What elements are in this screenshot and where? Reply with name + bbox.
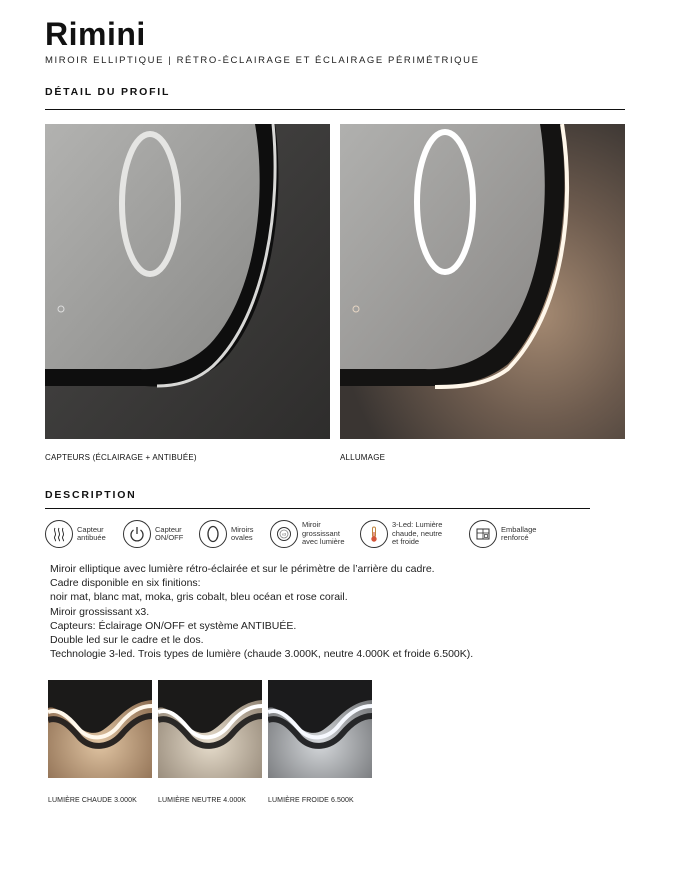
description-line: Miroir grossissant x3.: [50, 605, 150, 618]
lighting-photo-caption: ALLUMAGE: [340, 453, 386, 462]
warm-light-caption: LUMIÈRE CHAUDE 3.000K: [48, 797, 137, 804]
neutral-light-caption: LUMIÈRE NEUTRE 4.000K: [158, 797, 247, 804]
description-line: Double led sur le cadre et le dos.: [50, 634, 204, 647]
feature-oval: [199, 519, 254, 549]
feature-3led-label: 3-Led: Lumière chaude, neutre et froide: [392, 520, 443, 547]
warm-light-tile: [48, 680, 152, 778]
feature-magnifier: [270, 519, 345, 549]
neutral-light-tile: [158, 680, 262, 778]
profile-heading: DÉTAIL DU PROFIL: [45, 86, 171, 98]
description-line: Cadre disponible en six finitions:: [50, 577, 201, 590]
sensor-photo: [45, 124, 330, 439]
feature-magnifier-label: Miroir grossissant avec lumière: [302, 520, 345, 547]
description-heading: DESCRIPTION: [45, 489, 137, 501]
feature-3led: [360, 519, 442, 549]
feature-packaging-label: Emballage renforcé: [501, 524, 537, 542]
cold-light-caption: LUMIÈRE FROIDE 6.500K: [268, 797, 354, 804]
description-divider: [45, 508, 590, 509]
power-icon: [123, 520, 151, 548]
product-subtitle: MIROIR ELLIPTIQUE | RÉTRO-ÉCLAIRAGE ET ÉCLAIRAGE PÉRIMÉTRIQUE: [45, 55, 480, 66]
thermometer-icon: [360, 520, 388, 548]
lighting-photo: [340, 124, 625, 439]
oval-mirror-icon: [199, 520, 227, 548]
magnifier-mirror-icon: [270, 520, 298, 548]
feature-packaging: [469, 519, 536, 549]
product-title: Rimini: [45, 16, 146, 52]
feature-antifog-label: Capteur antibuée: [77, 524, 106, 542]
description-line: Technologie 3-led. Trois types de lumière (chaude 3.000K, neutre 4.000K et froide 6.500K).: [50, 648, 474, 661]
description-text: [50, 562, 610, 661]
feature-onoff-label: Capteur ON/OFF: [155, 524, 184, 542]
feature-oval-label: Miroirs ovales: [231, 524, 254, 542]
package-icon: [469, 520, 497, 548]
feature-onoff: [123, 519, 183, 549]
svg-text:x3: x3: [281, 531, 287, 537]
description-line: noir mat, blanc mat, moka, gris cobalt, bleu océan et rose corail.: [50, 591, 348, 604]
description-line: Capteurs: Éclairage ON/OFF et système ANTIBUÉE.: [50, 619, 297, 632]
feature-antifog: [45, 519, 106, 549]
cold-light-tile: [268, 680, 372, 778]
profile-divider: [45, 109, 625, 110]
sensor-photo-caption: CAPTEURS (ÉCLAIRAGE + ANTIBUÉE): [45, 453, 197, 462]
antifog-icon: [45, 520, 73, 548]
description-line: Miroir elliptique avec lumière rétro-éclairée et sur le périmètre de l’arrière du cadre.: [50, 563, 435, 575]
